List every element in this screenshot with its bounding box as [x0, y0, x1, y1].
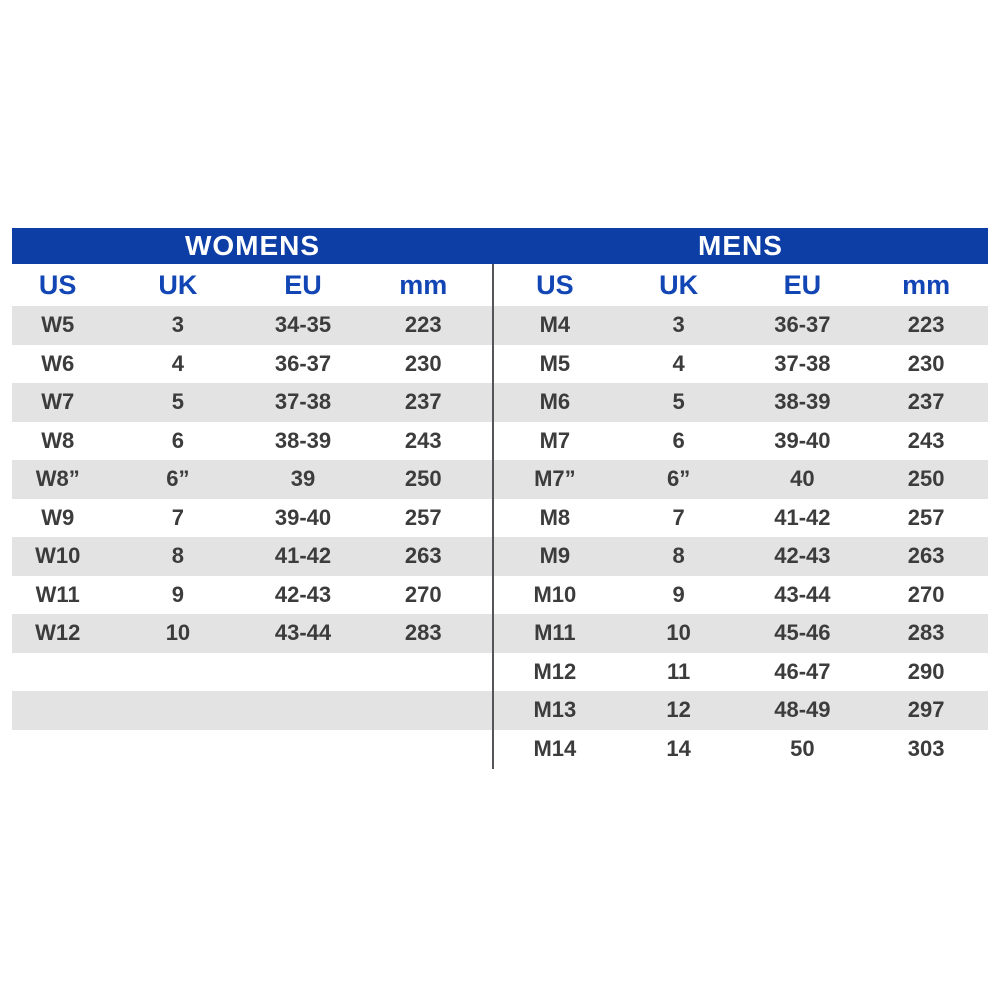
size-cell: 263: [404, 543, 442, 569]
size-cell: W5: [41, 312, 75, 338]
size-cell: M12: [533, 658, 577, 684]
size-cell: M6: [539, 389, 571, 415]
table-row: [493, 422, 988, 461]
table-row: [493, 383, 988, 422]
size-cell: 48-49: [774, 697, 831, 723]
mens-column-headers: [493, 264, 988, 306]
table-row: [493, 499, 988, 538]
size-cell: W8: [41, 427, 75, 453]
mens-rows: [493, 306, 988, 768]
size-cell: 36-37: [274, 350, 332, 376]
size-cell: 250: [907, 466, 945, 492]
size-cell: 6: [672, 427, 685, 453]
chart-title-bar: [12, 228, 988, 264]
size-cell: 50: [790, 735, 815, 761]
size-cell: 7: [672, 504, 685, 530]
size-cell: M10: [533, 581, 577, 607]
table-row: [493, 306, 988, 345]
table-row: [12, 460, 493, 499]
size-cell: 42-43: [774, 543, 831, 569]
table-row: [12, 306, 493, 345]
table-row: [493, 537, 988, 576]
size-cell: 41-42: [274, 543, 332, 569]
size-cell: 14: [666, 735, 691, 761]
size-cell: 223: [404, 312, 442, 338]
table-row: [12, 345, 493, 384]
mens-title: MENS: [698, 230, 783, 261]
size-cell: 5: [171, 389, 185, 415]
column-header-mm: mm: [399, 269, 448, 300]
size-cell: M13: [533, 697, 577, 723]
column-header-us: US: [38, 269, 77, 300]
size-cell: 3: [171, 312, 185, 338]
size-cell: W12: [35, 620, 81, 646]
size-cell: 42-43: [274, 581, 332, 607]
size-cell: 270: [907, 581, 945, 607]
size-cell: 257: [907, 504, 945, 530]
size-cell: 36-37: [774, 312, 831, 338]
size-cell: 8: [672, 543, 685, 569]
size-cell: W8”: [35, 466, 80, 492]
table-row: [493, 653, 988, 692]
size-cell: 43-44: [274, 620, 332, 646]
size-cell: 283: [907, 620, 945, 646]
table-row: [493, 460, 988, 499]
size-cell: 46-47: [774, 658, 831, 684]
size-cell: 303: [907, 735, 945, 761]
size-cell: 8: [171, 543, 185, 569]
table-row: [493, 576, 988, 615]
size-cell: 9: [672, 581, 685, 607]
size-cell: 12: [666, 697, 691, 723]
size-cell: 5: [672, 389, 685, 415]
column-header-mm: mm: [902, 269, 951, 300]
size-cell: 3: [672, 312, 685, 338]
column-header-us: US: [536, 269, 574, 300]
empty-row: [12, 653, 493, 692]
table-row: [493, 614, 988, 653]
size-cell: 6”: [667, 466, 691, 492]
size-cell: 9: [171, 581, 185, 607]
size-cell: 41-42: [774, 504, 831, 530]
size-cell: 237: [404, 389, 442, 415]
table-row: [493, 691, 988, 730]
size-cell: 39-40: [774, 427, 831, 453]
size-cell: 34-35: [274, 312, 332, 338]
table-row: [12, 383, 493, 422]
size-cell: 38-39: [274, 427, 332, 453]
size-cell: M8: [539, 504, 571, 530]
size-cell: 37-38: [274, 389, 332, 415]
size-cell: 45-46: [774, 620, 831, 646]
column-header-eu: EU: [783, 269, 822, 300]
size-cell: 230: [907, 350, 945, 376]
womens-title: WOMENS: [184, 230, 321, 261]
size-cell: M7: [539, 427, 571, 453]
size-cell: 38-39: [774, 389, 831, 415]
table-row: [12, 537, 493, 576]
womens-rows: [12, 306, 493, 653]
table-row: [493, 345, 988, 384]
table-row: [12, 499, 493, 538]
column-header-uk: UK: [158, 269, 198, 300]
size-cell: 7: [171, 504, 185, 530]
size-cell: M5: [539, 350, 571, 376]
table-row: [12, 576, 493, 615]
size-cell: W11: [35, 581, 80, 607]
size-cell: M11: [534, 620, 576, 646]
size-cell: W10: [35, 543, 81, 569]
table-row: [493, 730, 988, 769]
size-cell: 290: [907, 658, 945, 684]
size-cell: W7: [41, 389, 75, 415]
column-header-uk: UK: [659, 269, 699, 300]
size-cell: 39: [290, 466, 316, 492]
size-cell: M14: [533, 735, 577, 761]
size-cell: 297: [907, 697, 945, 723]
size-cell: 243: [404, 427, 442, 453]
size-cell: 6”: [166, 466, 190, 492]
size-cell: 4: [672, 350, 685, 376]
size-cell: W6: [41, 350, 75, 376]
size-cell: 243: [907, 427, 945, 453]
size-cell: W9: [41, 504, 75, 530]
size-cell: 283: [404, 620, 442, 646]
column-header-eu: EU: [284, 269, 322, 300]
womens-table: [12, 264, 493, 730]
size-cell: 39-40: [274, 504, 332, 530]
table-row: [12, 422, 493, 461]
size-cell: 37-38: [774, 350, 831, 376]
size-cell: M7”: [534, 466, 576, 492]
size-cell: 6: [171, 427, 185, 453]
size-cell: 11: [666, 658, 691, 684]
table-row: [12, 614, 493, 653]
size-cell: 223: [907, 312, 945, 338]
size-cell: 257: [404, 504, 442, 530]
size-cell: M9: [539, 543, 571, 569]
size-cell: M4: [539, 312, 571, 338]
mens-table: [493, 264, 988, 768]
empty-row: [12, 691, 493, 730]
size-cell: 263: [907, 543, 945, 569]
size-cell: 270: [404, 581, 442, 607]
size-cell: 230: [404, 350, 442, 376]
size-cell: 43-44: [774, 581, 831, 607]
size-conversion-chart: [12, 228, 988, 768]
size-cell: 10: [666, 620, 691, 646]
table-divider: [492, 264, 494, 769]
womens-column-headers: [12, 264, 493, 306]
size-cell: 250: [404, 466, 442, 492]
size-cell: 10: [165, 620, 191, 646]
size-cell: 40: [790, 466, 815, 492]
chart-body: [12, 264, 988, 768]
size-cell: 4: [171, 350, 185, 376]
size-cell: 237: [907, 389, 945, 415]
